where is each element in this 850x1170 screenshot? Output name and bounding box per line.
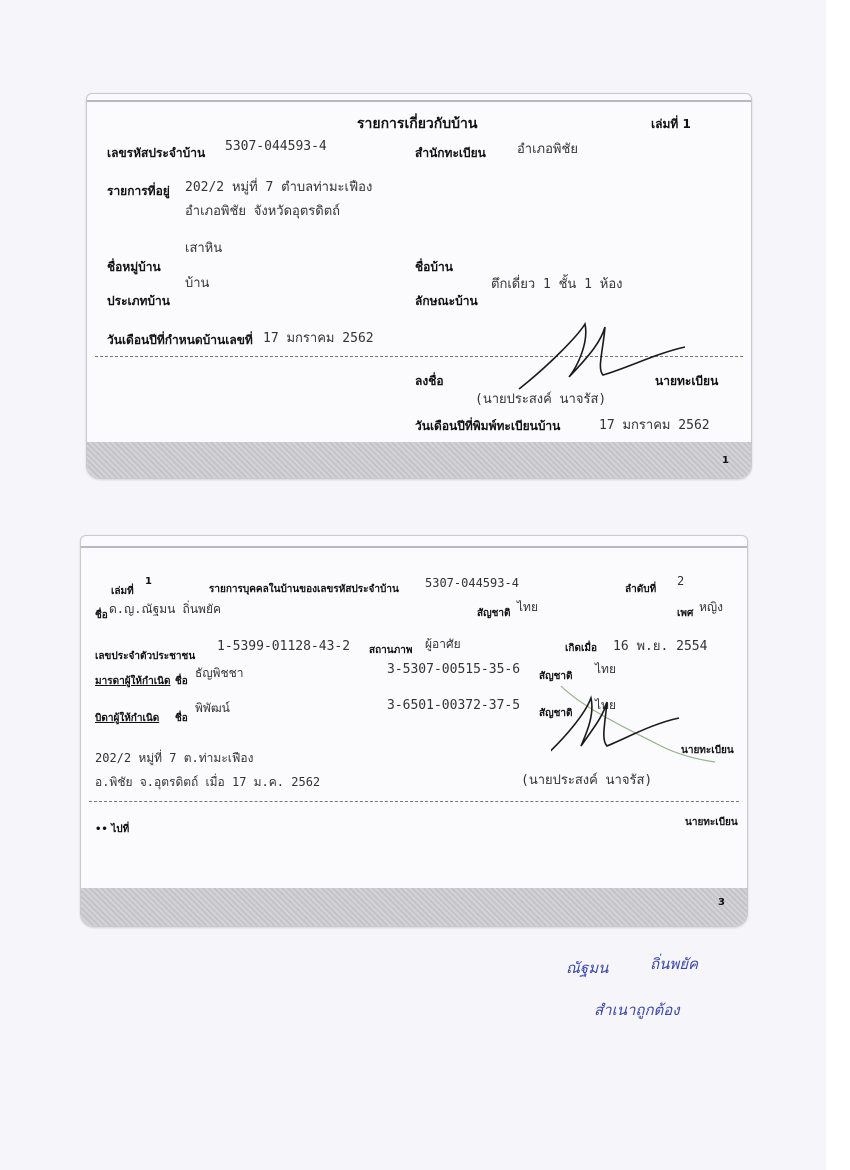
father-nationality-label: สัญชาติ — [539, 708, 573, 719]
village-label: ชื่อหมู่บ้าน — [107, 260, 161, 274]
move-out-label: •• ไปที่ — [95, 824, 130, 835]
address-line-1: 202/2 หมู่ที่ 7 ตำบลท่ามะเฟือง — [185, 180, 373, 195]
mother-label: มารดาผู้ให้กำเนิด — [95, 676, 171, 687]
assigned-date-value: 17 มกราคม 2562 — [263, 331, 374, 346]
registrar-title: นายทะเบียน — [681, 745, 734, 756]
person-details-card — [80, 535, 748, 927]
card-footer — [81, 888, 747, 926]
house-code-value: 5307-044593-4 — [225, 139, 327, 154]
nationality-label: สัญชาติ — [477, 608, 511, 619]
sex-value: หญิง — [699, 600, 723, 614]
name-label: ชื่อ — [95, 610, 108, 621]
registrar-title-2: นายทะเบียน — [685, 817, 738, 828]
id-label: เลขประจำตัวประชาชน — [95, 651, 196, 662]
house-type-label: ประเภทบ้าน — [107, 294, 170, 308]
registrar-name: (นายประสงค์ นาจรัส) — [475, 392, 607, 407]
sex-label: เพศ — [677, 608, 694, 619]
mother-nationality-label: สัญชาติ — [539, 671, 573, 682]
father-label: บิดาผู้ให้กำเนิด — [95, 713, 160, 724]
house-style-value: ตึกเดี่ยว 1 ชั้น 1 ห้อง — [491, 277, 623, 292]
mother-name-label: ชื่อ — [175, 676, 188, 687]
order-label: ลำดับที่ — [625, 584, 657, 595]
house-details-card — [86, 93, 752, 479]
book-label: เล่มที่ — [111, 586, 134, 597]
order-number: 2 — [677, 574, 685, 588]
page-number: 1 — [722, 455, 729, 466]
page-number: 3 — [718, 897, 725, 908]
sign-label: ลงชื่อ — [415, 374, 444, 388]
book-number: เล่มที่ 1 — [651, 117, 691, 131]
registrar-signature — [507, 319, 707, 399]
house-type-value: บ้าน — [185, 276, 210, 291]
birth-date: 16 พ.ย. 2554 — [613, 639, 708, 654]
handwritten-certified-copy: สำเนาถูกต้อง — [594, 1001, 680, 1019]
id-number: 1-5399-01128-43-2 — [217, 639, 351, 654]
card-top-rule — [81, 546, 747, 548]
address-label: รายการที่อยู่ — [107, 184, 170, 198]
handwritten-family-name: ถิ่นพยัค — [650, 955, 699, 973]
birth-label: เกิดเมื่อ — [565, 643, 597, 654]
father-name: พิพัฒน์ — [195, 701, 230, 715]
person-card-title: รายการบุคคลในบ้านของเลขรหัสประจำบ้าน — [209, 584, 399, 595]
move-in-address-line-1: 202/2 หมู่ที่ 7 ต.ท่ามะเฟือง — [95, 751, 254, 765]
print-date-label: วันเดือนปีที่พิมพ์ทะเบียนบ้าน — [415, 419, 561, 433]
registrar-title: นายทะเบียน — [655, 374, 719, 388]
house-name-label: ชื่อบ้าน — [415, 260, 453, 274]
card-footer — [87, 442, 751, 478]
address-line-2: อำเภอพิชัย จังหวัดอุตรดิตถ์ — [185, 204, 341, 219]
father-nationality: ไทย — [595, 698, 616, 712]
house-card-title: รายการเกี่ยวกับบ้าน — [357, 116, 478, 132]
registrar-name: (นายประสงค์ นาจรัส) — [521, 773, 653, 788]
status-value: ผู้อาศัย — [425, 637, 461, 651]
mother-nationality: ไทย — [595, 662, 616, 676]
person-name: ด.ญ.ณัฐมน ถิ่นพยัค — [109, 602, 221, 616]
status-label: สถานภาพ — [369, 645, 413, 656]
dotted-divider — [89, 801, 739, 802]
father-id: 3-6501-00372-37-5 — [387, 698, 521, 713]
father-name-label: ชื่อ — [175, 713, 188, 724]
mother-name: ธัญพิชชา — [195, 666, 244, 680]
move-in-address-line-2: อ.พิชัย จ.อุตรดิตถ์ เมื่อ 17 ม.ค. 2562 — [95, 775, 321, 789]
mother-id: 3-5307-00515-35-6 — [387, 662, 521, 677]
office-label: สำนักทะเบียน — [415, 146, 486, 160]
house-code-label: เลขรหัสประจำบ้าน — [107, 146, 206, 160]
card-top-rule — [87, 100, 751, 102]
house-code-value: 5307-044593-4 — [425, 576, 519, 590]
book-number: 1 — [145, 576, 152, 587]
nationality-value: ไทย — [517, 600, 538, 614]
print-date-value: 17 มกราคม 2562 — [599, 418, 710, 433]
village-value: เสาหิน — [185, 241, 223, 256]
office-value: อำเภอพิชัย — [517, 142, 578, 157]
handwritten-given-name: ณัฐมน — [566, 959, 609, 977]
assigned-date-label: วันเดือนปีที่กำหนดบ้านเลขที่ — [107, 333, 253, 347]
house-style-label: ลักษณะบ้าน — [415, 294, 478, 308]
page-edge — [826, 0, 850, 1170]
